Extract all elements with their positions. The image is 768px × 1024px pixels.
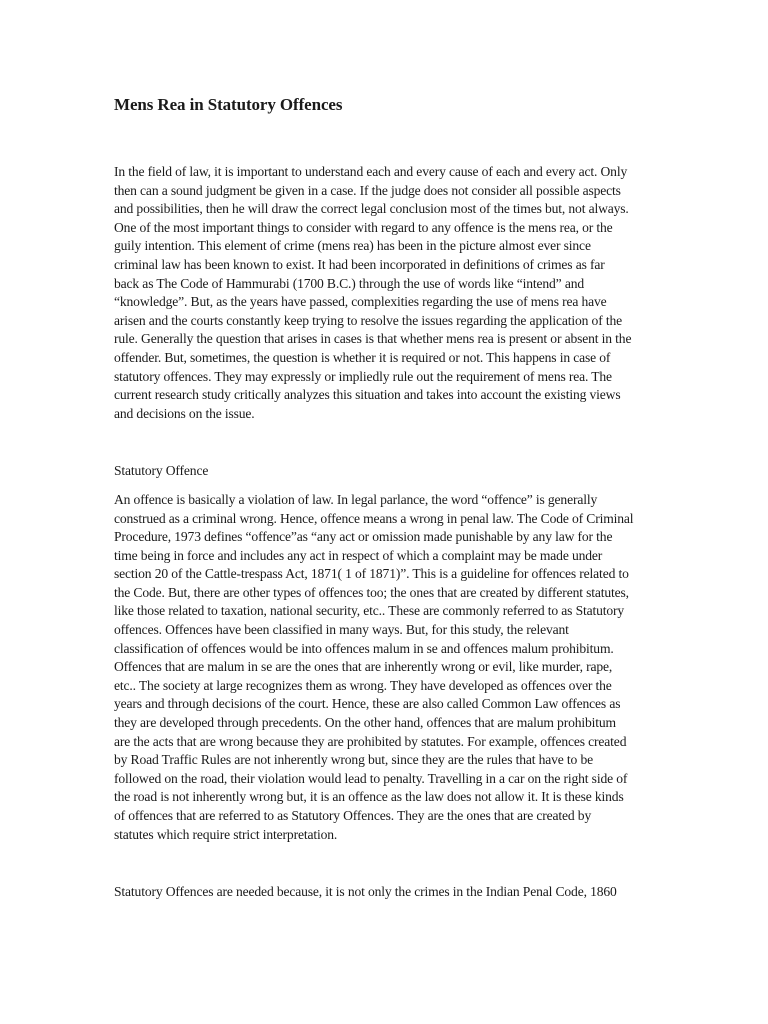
text-line: current research study critically analyzes this situation and takes into account the existing views [114,387,621,403]
text-line: criminal law has been known to exist. It had been incorporated in definitions of crimes as far [114,256,605,272]
intro-paragraph [114,163,659,423]
text-line: arisen and the courts constantly keep trying to resolve the issues regarding the application of the [114,312,622,328]
text-line: In the field of law, it is important to understand each and every cause of each and every act. Only [114,164,628,179]
closing-paragraph [114,883,659,902]
text-line: followed on the road, their violation would lead to penalty. Travelling in a car on the right side of [114,770,628,786]
text-line: offender. But, sometimes, the question is whether it is required or not. This happens in case of [114,349,611,365]
text-line: statutes which require strict interpretation. [114,826,338,842]
text-line: and decisions on the issue. [114,405,255,421]
text-line: Statutory Offences are needed because, it is not only the crimes in the Indian Penal Code, 1860 [114,884,617,900]
text-line: by Road Traffic Rules are not inherently wrong but, since they are the rules that have to be [114,752,593,768]
text-line: the road is not inherently wrong but, it is an offence as the law does not allow it. It is these kinds [114,789,624,805]
text-line: guily intention. This element of crime (mens rea) has been in the picture almost ever since [114,238,591,254]
text-line: back as The Code of Hammurabi (1700 B.C.) through the use of words like “intend” and [114,275,584,291]
text-line: rule. Generally the question that arises in cases is that whether mens rea is present or absent in the [114,331,632,347]
text-line: then can a sound judgment be given in a case. If the judge does not consider all possible aspects [114,182,621,198]
text-line: Procedure, 1973 defines “offence”as “any act or omission made punishable by any law for the [114,529,613,545]
text-line: etc.. The society at large recognizes them as wrong. They have developed as offences over the [114,677,612,693]
text-line: offences. Offences have been classified in many ways. But, for this study, the relevant [114,622,569,638]
text-line: One of the most important things to consider with regard to any offence is the mens rea, or the [114,219,613,235]
text-line: construed as a criminal wrong. Hence, offence means a wrong in penal law. The Code of Criminal [114,510,634,526]
text-line: classification of offences would be into offences malum in se and offences malum prohibitum. [114,640,614,656]
text-line: the Code. But, there are other types of offences too; the ones that are created by different statutes, [114,584,629,600]
document-body [114,94,659,902]
section-heading: Statutory Offence [114,463,209,479]
text-line: An offence is basically a violation of law. In legal parlance, the word “offence” is generally [114,491,598,507]
text-line: are the acts that are wrong because they are prohibited by statutes. For example, offences created [114,733,627,749]
text-line: of offences that are referred to as Statutory Offences. They are the ones that are created by [114,808,592,823]
text-line: Offences that are malum in se are the ones that are inherently wrong or evil, like murder, rape, [114,659,613,675]
text-line: statutory offences. They may expressly or impliedly rule out the requirement of mens rea. The [114,368,612,384]
text-line: “knowledge”. But, as the years have passed, complexities regarding the use of mens rea have [114,294,607,310]
text-line: like those related to taxation, national security, etc.. These are commonly referred to as Statutory [114,603,625,619]
text-line: they are developed through precedents. On the other hand, offences that are malum prohibitum [114,715,616,731]
text-line: years and through decisions of the court. Hence, these are also called Common Law offences as [114,696,621,712]
text-line: section 20 of the Cattle-trespass Act, 1871( 1 of 1871)”. This is a guideline for offences related to [114,566,629,582]
text-line: and possibilities, then he will draw the correct legal conclusion most of the times but, not always. [114,201,629,217]
section-paragraph [114,491,659,844]
document-title: Mens Rea in Statutory Offences [114,95,343,114]
text-line: time being in force and includes any act in respect of which a complaint may be made under [114,547,603,563]
